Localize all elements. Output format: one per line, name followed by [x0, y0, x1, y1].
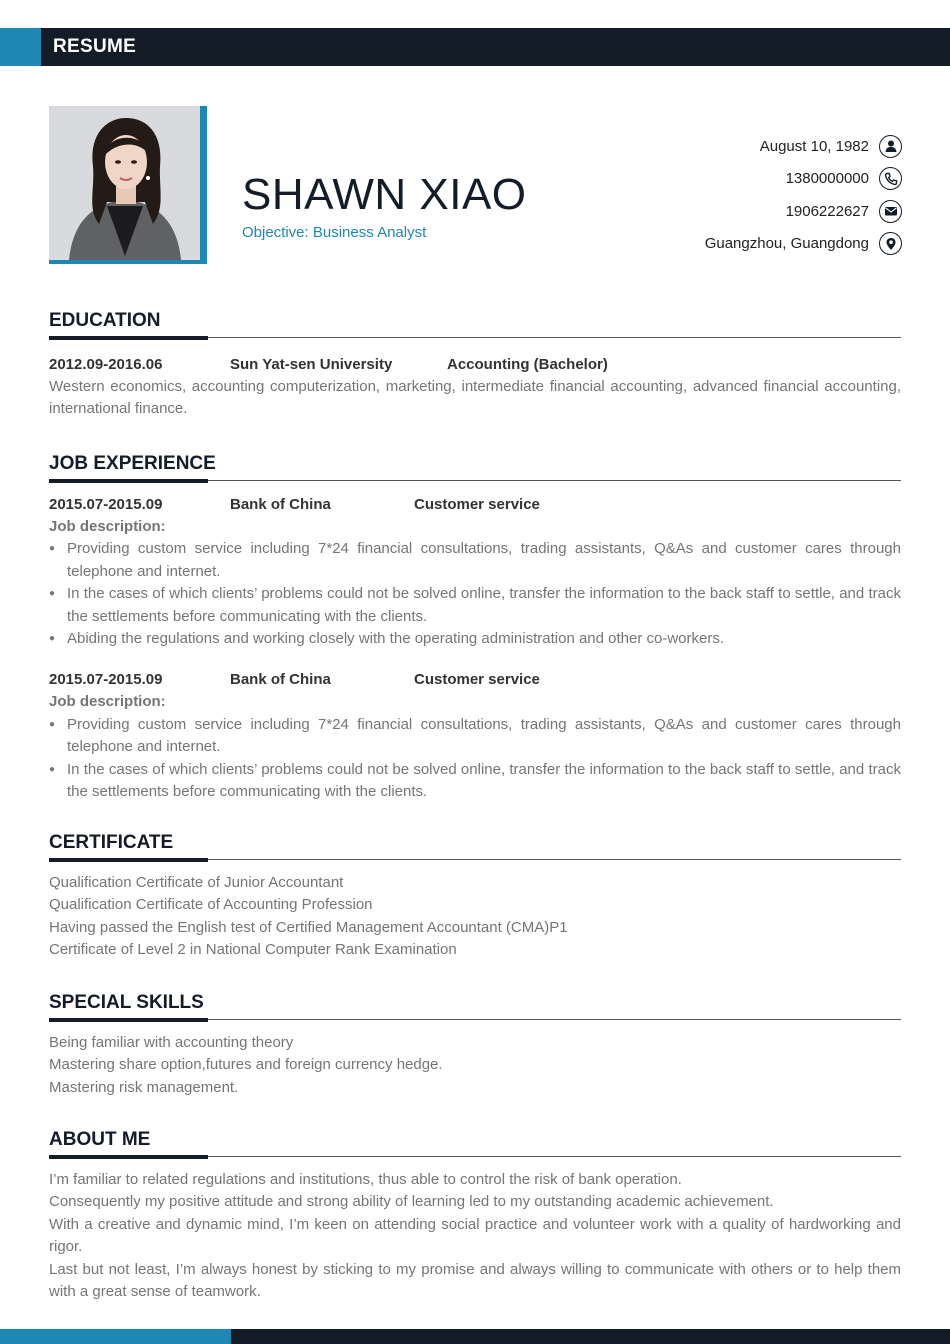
certificate-section — [49, 830, 901, 962]
resume-title: RESUME — [53, 36, 137, 57]
job-row — [49, 494, 901, 516]
job-company: Bank of China — [230, 671, 331, 689]
contact-text: August 10, 1982 — [759, 137, 869, 155]
section-rule — [49, 858, 901, 862]
job-bullets — [49, 538, 901, 650]
education-section — [49, 308, 901, 421]
job-row — [49, 669, 901, 691]
footer-accent — [0, 1329, 231, 1344]
contact-location — [582, 228, 902, 261]
about-text — [49, 1169, 901, 1303]
contact-text: Guangzhou, Guangdong — [704, 235, 869, 253]
job-role: Customer service — [414, 496, 540, 513]
contact-block — [582, 130, 902, 260]
job-bullets — [49, 714, 901, 804]
contact-text: 1380000000 — [785, 170, 869, 188]
phone-icon — [879, 167, 902, 190]
education-major: Accounting (Bachelor) — [447, 356, 608, 373]
list-item: ● In the cases of which clients’ problems could not be solved online, transfer the information to the back staff to settle, and track the settlements before communicating with the clients. — [49, 759, 901, 804]
portrait-illustration — [49, 106, 200, 260]
certificate-list — [49, 872, 901, 962]
job-entry — [49, 669, 901, 803]
section-rule — [49, 1155, 901, 1159]
list-item: Certificate of Level 2 in National Computer Rank Examination — [49, 941, 457, 959]
list-item: Qualification Certificate of Accounting Profession — [49, 896, 373, 914]
contact-mail — [582, 195, 902, 228]
list-item: Qualification Certificate of Junior Accountant — [49, 874, 344, 891]
section-rule — [49, 479, 901, 483]
section-title: EDUCATION — [49, 310, 161, 331]
list-item: Mastering risk management. — [49, 1078, 239, 1096]
location-icon — [879, 232, 902, 255]
about-paragraph: Consequently my positive attitude and strong ability of learning led to my outstanding academic achievement. — [49, 1193, 774, 1211]
section-title: CERTIFICATE — [49, 832, 174, 853]
education-school: Sun Yat-sen University — [230, 356, 393, 373]
person-icon — [879, 135, 902, 158]
about-paragraph: With a creative and dynamic mind, I’m keen on attending social practice and volunteer work with a quality of hardworking and rigor. — [49, 1215, 901, 1256]
mail-icon — [879, 200, 902, 223]
job-description-label: Job description: — [49, 518, 166, 535]
section-title: ABOUT ME — [49, 1129, 151, 1150]
job-description-label: Job description: — [49, 693, 166, 711]
contact-phone — [582, 163, 902, 196]
skills-section — [49, 990, 901, 1099]
header-bar — [0, 28, 950, 66]
about-paragraph: I’m familiar to related regulations and institutions, thus able to control the risk of bank operation. — [49, 1171, 682, 1188]
profile-photo — [49, 106, 200, 260]
list-item: Having passed the English test of Certified Management Accountant (CMA)P1 — [49, 918, 568, 936]
list-item: Being familiar with accounting theory — [49, 1034, 294, 1051]
contact-birthdate — [582, 130, 902, 163]
section-title: SPECIAL SKILLS — [49, 992, 204, 1013]
education-date: 2012.09-2016.06 — [49, 356, 163, 373]
header-accent — [0, 28, 41, 66]
candidate-name: SHAWN XIAO — [242, 170, 527, 219]
section-rule — [49, 336, 901, 340]
education-description: Western economics, accounting computerization, marketing, intermediate financial accounting, advanced financial accounting, international finance. — [49, 378, 901, 418]
about-section — [49, 1127, 901, 1303]
objective: Objective: Business Analyst — [242, 224, 427, 241]
about-paragraph: Last but not least, I’m always honest by sticking to my promise and always willing to communicate with others or to help them with a great sense of teamwork. — [49, 1260, 901, 1301]
job-company: Bank of China — [230, 496, 331, 513]
list-item: ● Abiding the regulations and working closely with the operating administration and other co-workers. — [49, 628, 901, 650]
profile-photo-frame — [49, 106, 207, 264]
footer-bar — [0, 1329, 950, 1344]
section-rule — [49, 1018, 901, 1022]
job-date: 2015.07-2015.09 — [49, 671, 163, 689]
job-entry — [49, 494, 901, 650]
job-role: Customer service — [414, 671, 540, 689]
experience-section — [49, 451, 901, 803]
education-row — [49, 354, 901, 376]
contact-text: 1906222627 — [785, 202, 869, 220]
list-item: ● Providing custom service including 7*24 financial consultations, trading assistants, Q&As and customer cares through telephone and internet. — [49, 714, 901, 759]
skills-list — [49, 1032, 901, 1099]
list-item: ● In the cases of which clients’ problems could not be solved online, transfer the information to the back staff to settle, and track the settlements before communicating with the clients. — [49, 583, 901, 628]
job-date: 2015.07-2015.09 — [49, 496, 163, 513]
list-item: Mastering share option,futures and foreign currency hedge. — [49, 1056, 443, 1074]
section-title: JOB EXPERIENCE — [49, 453, 216, 474]
list-item: ● Providing custom service including 7*24 financial consultations, trading assistants, Q&As and customer cares through telephone and internet. — [49, 538, 901, 583]
